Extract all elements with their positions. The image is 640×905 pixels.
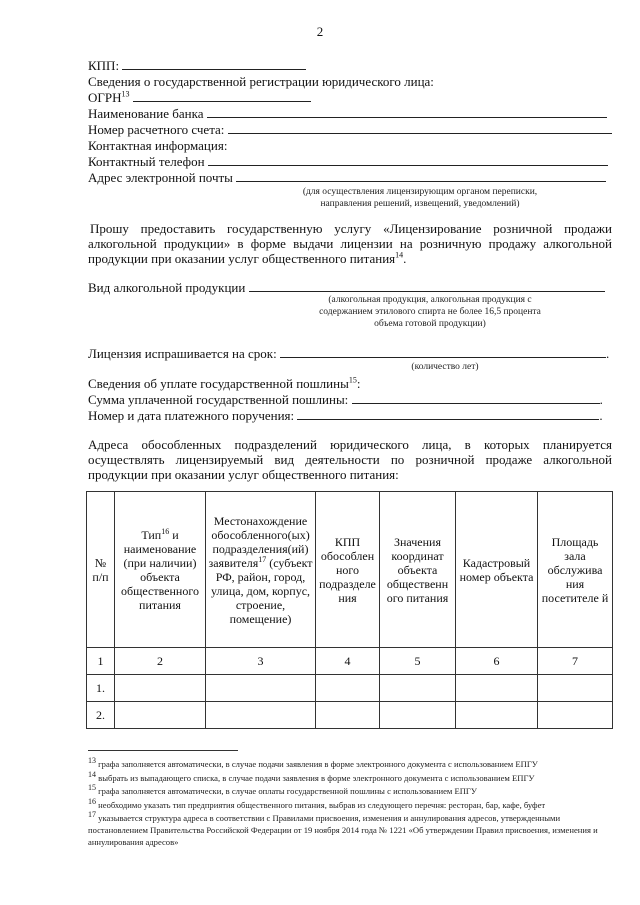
license-term-input-line[interactable] <box>280 346 606 358</box>
kpp-input-line[interactable] <box>122 58 306 70</box>
phone-label: Контактный телефон <box>88 154 205 169</box>
payment-order-label: Номер и дата платежного поручения: <box>88 408 295 423</box>
column-number: 4 <box>316 648 380 675</box>
fee-info-heading: Сведения об уплате государственной пошлины$^{15}$: <box>88 375 361 391</box>
email-field <box>88 170 606 186</box>
table-row <box>87 702 613 729</box>
license-term-label: Лицензия испрашивается на срок: <box>88 346 277 361</box>
footnote-ref-16: 16 <box>161 526 170 536</box>
table-header-row <box>87 492 613 648</box>
col-header-kpp: КПП обособлен ного подразделе ния <box>316 492 380 648</box>
table-cell[interactable] <box>538 702 613 729</box>
email-input-line[interactable] <box>236 170 606 182</box>
registration-info-heading: Сведения о государственной регистрации юридического лица: <box>88 74 434 89</box>
addresses-intro: Адреса обособленных подразделений юридического лица, в которых планируется осуществлять лицензируемый вид деятельности по розничной продаже алкогольной продукции при оказании услуг общественного питания: <box>88 437 612 482</box>
col-header-number: № п/п <box>87 492 115 648</box>
fee-amount-field: Сумма уплаченной государственной пошлины: . <box>88 392 603 407</box>
col-header-coordinates: Значения координат объекта общественн ого питания <box>380 492 456 648</box>
footnote-ref-13: 13 <box>121 89 130 99</box>
license-term-note: (количество лет) <box>411 362 479 372</box>
column-number: 7 <box>538 648 613 675</box>
account-field <box>88 122 612 138</box>
subdivisions-table <box>86 491 613 729</box>
table-cell[interactable] <box>115 675 206 702</box>
kpp-label: КПП: <box>88 58 120 73</box>
table-row <box>87 675 613 702</box>
email-note: (для осуществления лицензирующим органом переписки, направления решений, извещений, уведомлений) <box>302 187 538 209</box>
col-header-area: Площадь зала обслужива ния посетителе й <box>538 492 613 648</box>
table-cell[interactable] <box>538 675 613 702</box>
footnote-16: $^{16}$ необходимо указать тип предприятия общественного питания, выбрав из следующего перечня: ресторан, бар, кафе, буфет <box>88 797 546 810</box>
column-number: 5 <box>380 648 456 675</box>
footnote-ref-17: 17 <box>258 554 267 564</box>
page-number: 2 <box>316 24 324 39</box>
bank-label: Наименование банка <box>88 106 204 121</box>
footnote-15: $^{15}$ графа заполняется автоматически, в случае оплаты государственной пошлины с использованием ЕПГУ <box>88 783 477 796</box>
table-cell[interactable] <box>206 702 316 729</box>
account-label: Номер расчетного счета: <box>88 122 225 137</box>
product-type-note: (алкогольная продукция, алкогольная продукция с содержанием этилового спирта не более 16,5 процента объема готовой продукции) <box>319 295 541 329</box>
ogrn-label: ОГРН <box>88 90 122 105</box>
footnote-17: $^{17}$ указывается структура адреса в соответствии с Правилами присвоения, изменения и аннулирования адресов, утвержденными постановлением Правительства Российской Федерации от 19 ноября 2014 года № 1221 «Об утверждении Правил присвоения, изменения и аннулирования адресов» <box>88 810 598 847</box>
product-type-input-line[interactable] <box>249 280 605 292</box>
table-cell[interactable] <box>316 675 380 702</box>
fee-amount-input-line[interactable] <box>352 392 600 404</box>
table-cell[interactable] <box>456 702 538 729</box>
phone-field <box>88 154 608 170</box>
footnote-14: $^{14}$ выбрать из выпадающего списка, в случае подачи заявления в форме электронного документа с использованием ЕПГУ <box>88 770 535 783</box>
product-type-label: Вид алкогольной продукции <box>88 280 246 295</box>
footnote-ref-15: 15 <box>348 375 357 385</box>
col-header-location: Местонахождение обособленного(ых) подразделения(ий) заявителя$^{17}$ (субъект РФ, район, город, улица, дом, корпус, строение, помещение) <box>206 492 316 648</box>
license-term-field: Лицензия испрашивается на срок: . <box>88 346 610 361</box>
table-cell[interactable] <box>456 675 538 702</box>
table-cell[interactable] <box>380 702 456 729</box>
table-cell[interactable] <box>115 702 206 729</box>
kpp-field <box>88 58 306 74</box>
table-column-numbers-row <box>87 648 613 675</box>
ogrn-input-line[interactable] <box>133 90 311 102</box>
column-number: 3 <box>206 648 316 675</box>
footnote-ref-14: 14 <box>395 250 404 260</box>
column-number: 1 <box>87 648 115 675</box>
table-cell[interactable] <box>316 702 380 729</box>
email-label: Адрес электронной почты <box>88 170 233 185</box>
payment-order-field: Номер и дата платежного поручения: . <box>88 408 603 423</box>
table-cell[interactable] <box>380 675 456 702</box>
footnote-separator <box>88 750 238 751</box>
request-paragraph: Прошу предоставить государственную услугу «Лицензирование розничной продажи алкогольной продукции» в форме выдачи лицензии на розничную продажу алкогольной продукции при оказании услуг общественного питания$^{14}$. <box>88 221 612 266</box>
col-header-cadastral: Кадастровый номер объекта <box>456 492 538 648</box>
account-input-line[interactable] <box>228 122 612 134</box>
bank-input-line[interactable] <box>207 106 607 118</box>
bank-field <box>88 106 607 122</box>
phone-input-line[interactable] <box>208 154 608 166</box>
footnote-13: $^{13}$ графа заполняется автоматически, в случае подачи заявления в форме электронного документа с использованием ЕПГУ <box>88 756 538 769</box>
ogrn-field <box>88 90 311 106</box>
row-index: 2. <box>87 702 115 729</box>
fee-amount-label: Сумма уплаченной государственной пошлины: <box>88 392 349 407</box>
row-index: 1. <box>87 675 115 702</box>
col-header-type: Тип$^{16}$ и наименование (при наличии) объекта общественного питания <box>115 492 206 648</box>
contact-info-heading: Контактная информация: <box>88 138 228 153</box>
column-number: 6 <box>456 648 538 675</box>
table-cell[interactable] <box>206 675 316 702</box>
payment-order-input-line[interactable] <box>297 408 599 420</box>
column-number: 2 <box>115 648 206 675</box>
